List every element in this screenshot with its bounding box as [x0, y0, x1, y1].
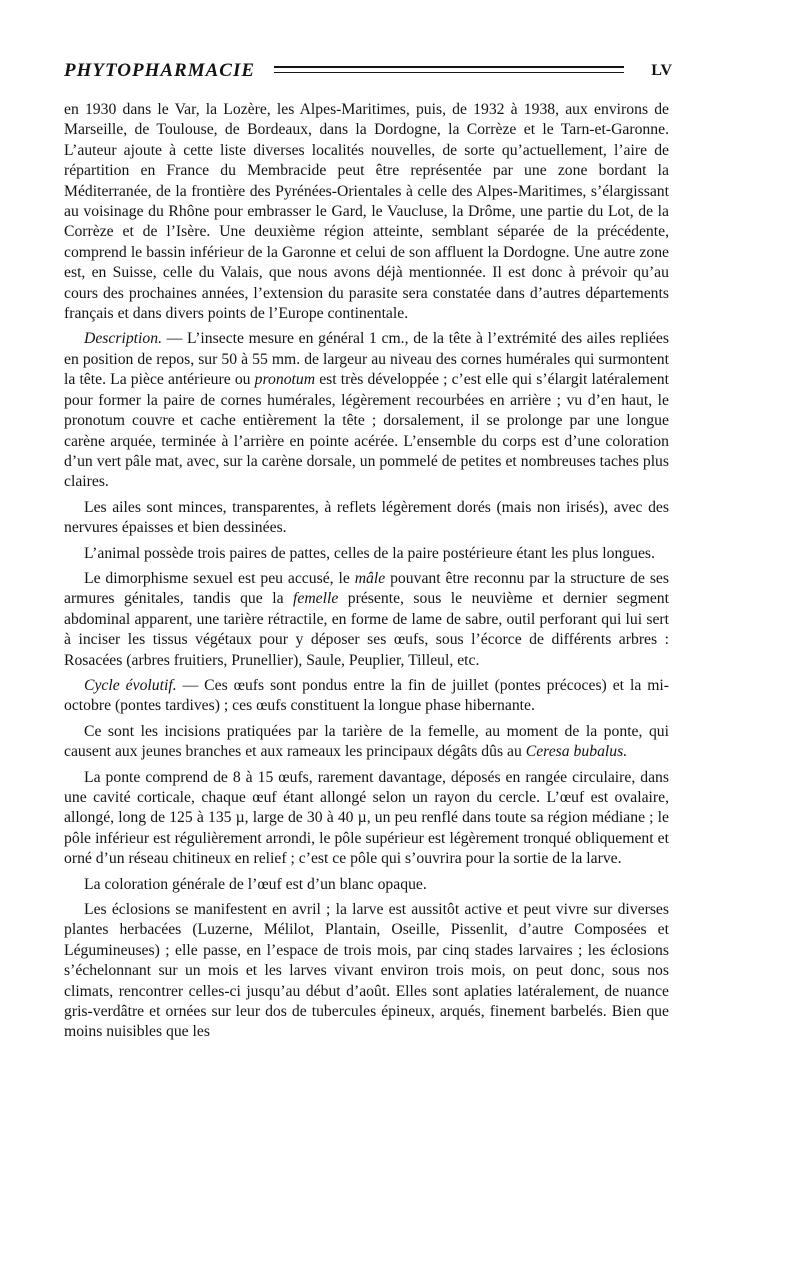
header-rule-lower	[274, 72, 624, 73]
text-run: La coloration générale de l’œuf est d’un blanc opaque.	[84, 875, 427, 893]
text-run: présente, sous le neuvième et dernier segment abdominal apparent, une tarière rétractile, en forme de lame de sabre, outil perforant qui lui sert à inciser les tissus végétaux pour y déposer ses œufs, sous l’écorce de différents arbres : Rosacées (arbres fruitiers, Prunellier), Saule, Peuplier, Tilleul, etc.	[64, 590, 669, 669]
page-number: LV	[651, 62, 672, 79]
paragraph	[64, 875, 669, 895]
text-run: Le dimorphisme sexuel est peu accusé, le	[84, 569, 355, 587]
paragraph-description	[64, 329, 669, 492]
running-title: PHYTOPHARMACIE	[64, 60, 256, 81]
italic-term: Cycle évolutif.	[84, 676, 177, 694]
text-run: est très développée ; c’est elle qui s’élargit latéralement pour former la paire de cornes humérales, légèrement recourbées en arrière ; vu d’en haut, le pronotum couvre et cache entièrement la tête ; dorsalement, il se prolonge par une longue carène arquée, terminée à l’arrière en pointe acérée. L’ensemble du corps est d’une coloration d’un vert pâle mat, avec, sur la carène dorsale, un pommelé de petites et nombreuses taches plus claires.	[64, 371, 669, 491]
text-run: L’animal possède trois paires de pattes, celles de la paire postérieure étant les plus longues.	[84, 544, 655, 562]
text-run: en 1930 dans le Var, la Lozère, les Alpes-Maritimes, puis, de 1932 à 1938, aux environs de Marseille, de Toulouse, de Bordeaux, dans la Dordogne, la Corrèze et le Tarn-et-Garonne. L’auteur ajoute à cette liste diverses localités nouvelles, de sorte qu’actuellement, l’aire de répartition en France du Membracide peut être représentée par une zone bordant la Méditerranée, de la frontière des Pyrénées-Orientales à celle des Alpes-Maritimes, s’élargissant au voisinage du Rhône pour embrasser le Gard, le Vaucluse, la Drôme, une partie du Lot, de la Corrèze et de l’Isère. Une deuxième région atteinte, semblant séparée de la précédente, comprend le bassin inférieur de la Garonne et celui de son affluent la Dordogne. Une autre zone est, en Suisse, celle du Valais, que nous avons déjà mentionnée. Il est donc à prévoir qu’au cours des prochaines années, l’extension du parasite sera constatée dans d’autres départements français et dans divers points de l’Europe continentale.	[64, 101, 669, 323]
text-run: Les ailes sont minces, transparentes, à reflets légèrement dorés (mais non irisés), avec des nervures épaisses et bien dessinées.	[64, 498, 669, 537]
paragraph	[64, 722, 669, 763]
paragraph-cycle	[64, 676, 669, 717]
body-text	[64, 100, 669, 1048]
italic-term: mâle	[354, 569, 386, 587]
paragraph	[64, 900, 669, 1043]
running-header	[64, 60, 672, 90]
paragraph	[64, 498, 669, 539]
text-run: La ponte comprend de 8 à 15 œufs, rarement davantage, déposés en rangée circulaire, dans une cavité corticale, chaque œuf étant allongé selon un rayon du cercle. L’œuf est ovalaire, allongé, long de 125 à 135 µ, large de 30 à 40 µ, un peu renflé dans toute sa région médiane ; le pôle inférieur est régulièrement arrondi, le pôle supérieur est légèrement tronqué obliquement et orné d’un réseau chitineux en relief ; c’est ce pôle qui s’ouvrira pour la sortie de la larve.	[64, 768, 669, 868]
text-run: — L’insecte mesure en général 1 cm., de la tête à l’extrémité des ailes repliées en position de repos, sur 50 à 55 mm. de largeur au niveau des cornes humérales qui surmontent la tête. La pièce antérieure ou	[64, 330, 669, 389]
text-run: — Ces œufs sont pondus entre la fin de juillet (pontes précoces) et la mi-octobre (pontes tardives) ; ces œufs constituent la longue phase hibernante.	[64, 676, 670, 715]
text-run: pouvant être reconnu par la structure de ses armures génitales, tandis que la	[64, 569, 670, 608]
text-run: Ce sont les incisions pratiquées par la tarière de la femelle, au moment de la ponte, qui causent aux jeunes branches et aux rameaux les principaux dégâts dûs au	[64, 722, 669, 761]
paragraph	[64, 569, 669, 671]
paragraph	[64, 768, 669, 870]
paragraph	[64, 100, 669, 324]
italic-term: femelle	[293, 590, 339, 608]
italic-term: Ceresa bubalus.	[525, 743, 628, 761]
paragraph	[64, 544, 669, 564]
header-rule	[274, 66, 624, 68]
italic-term: Description.	[84, 330, 162, 348]
italic-term: pronotum	[254, 371, 316, 389]
text-run: Les éclosions se manifestent en avril ; la larve est aussitôt active et peut vivre sur diverses plantes herbacées (Luzerne, Mélilot, Plantain, Oseille, Pissenlit, d’autre Composées et Légumineuses) ; elle passe, en l’espace de trois mois, par cinq stades larvaires ; les éclosions s’échelonnant sur un mois et les larves vivant environ trois mois, on peut donc, sous nos climats, rencontrer celles-ci jusqu’au début d’août. Elles sont aplaties latéralement, de nuance gris-verdâtre et ornées sur leur dos de tubercules épineux, arqués, finement barbelés. Bien que moins nuisibles que les	[64, 901, 669, 1041]
